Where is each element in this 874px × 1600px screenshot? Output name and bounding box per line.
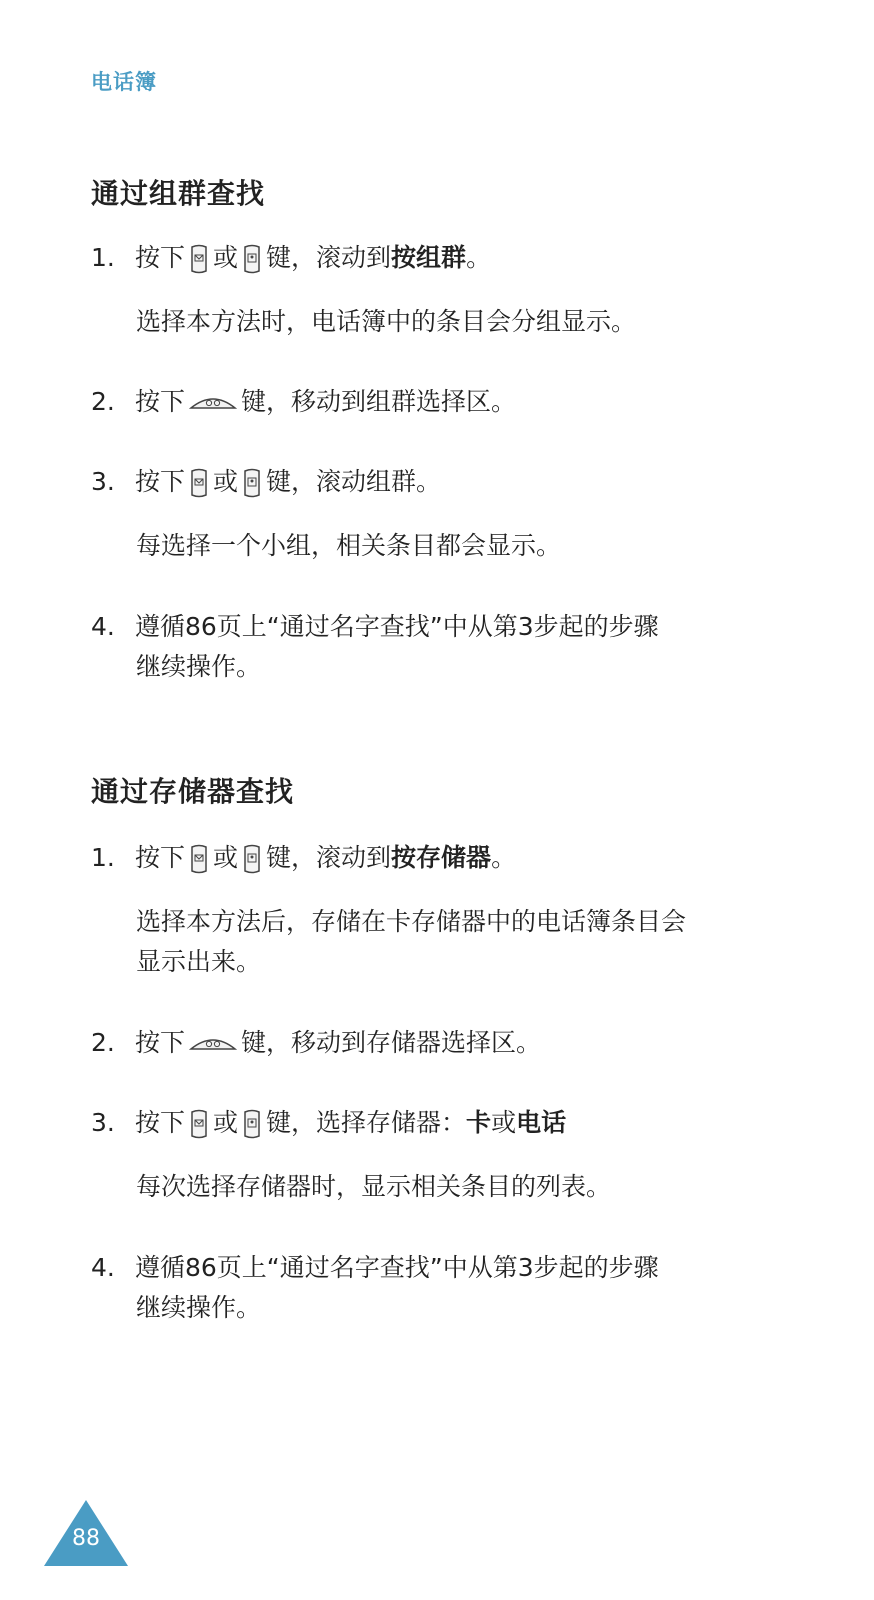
step-text: 键，选择存储器： (266, 1108, 467, 1137)
step-text: 按下 (135, 843, 186, 872)
step-bold-text: 按存储器 (391, 843, 492, 872)
group-step-3-note: 每选择一个小组，相关条目都会显示。 (136, 531, 562, 560)
section-title-group: 通过组群查找 (91, 177, 266, 210)
section-header: 电话簿 (91, 70, 157, 94)
step-text: 或 (491, 1108, 517, 1137)
step-text: 或 (213, 843, 239, 872)
step-number: 2. (91, 1028, 115, 1057)
step-number: 3. (91, 1108, 115, 1137)
step-text: 遵循86页上“通过名字查找”中从第3步起的步骤 (135, 612, 659, 641)
navigation-key-icon (189, 1033, 237, 1055)
group-step-2 (91, 382, 751, 422)
page-number: 88 (72, 1526, 100, 1551)
message-key-icon (189, 243, 209, 275)
memory-step-3-note: 每次选择存储器时，显示相关条目的列表。 (136, 1172, 612, 1201)
memory-step-1-note: 选择本方法后，存储在卡存储器中的电话簿条目会 (136, 907, 687, 936)
step-text: 。 (466, 243, 492, 272)
memory-step-3 (91, 1103, 751, 1143)
step-text: 按下 (135, 467, 186, 496)
group-step-4-continued: 继续操作。 (136, 652, 262, 681)
step-number: 3. (91, 467, 115, 496)
memory-step-4 (91, 1248, 751, 1288)
step-text: 键，移动到组群选择区。 (241, 387, 517, 416)
memory-step-4-continued: 继续操作。 (136, 1293, 262, 1322)
step-text: 键，移动到存储器选择区。 (241, 1028, 542, 1057)
phonebook-key-icon (242, 843, 262, 875)
message-key-icon (189, 1108, 209, 1140)
step-text: 遵循86页上“通过名字查找”中从第3步起的步骤 (135, 1253, 659, 1282)
phonebook-key-icon (242, 467, 262, 499)
step-number: 1. (91, 243, 115, 272)
step-text: 按下 (135, 1108, 186, 1137)
phonebook-key-icon (242, 1108, 262, 1140)
step-text: 按下 (135, 243, 186, 272)
step-text: 键，滚动到 (266, 843, 392, 872)
memory-step-2 (91, 1023, 751, 1063)
step-number: 4. (91, 1253, 115, 1282)
memory-step-1 (91, 838, 751, 878)
navigation-key-icon (189, 392, 237, 414)
step-number: 2. (91, 387, 115, 416)
step-number: 1. (91, 843, 115, 872)
step-text: 键，滚动组群。 (266, 467, 442, 496)
step-text: 按下 (135, 1028, 186, 1057)
step-text: 按下 (135, 387, 186, 416)
group-step-4 (91, 607, 751, 647)
step-bold-text: 卡 (466, 1108, 492, 1137)
step-text: 或 (213, 243, 239, 272)
step-text: 或 (213, 467, 239, 496)
message-key-icon (189, 467, 209, 499)
step-bold-text: 按组群 (391, 243, 467, 272)
group-step-3 (91, 462, 751, 502)
memory-step-1-note-continued: 显示出来。 (136, 947, 262, 976)
message-key-icon (189, 843, 209, 875)
step-text: 或 (213, 1108, 239, 1137)
step-text: 键，滚动到 (266, 243, 392, 272)
section-title-memory: 通过存储器查找 (91, 775, 295, 808)
group-step-1 (91, 238, 751, 278)
group-step-1-note: 选择本方法时，电话簿中的条目会分组显示。 (136, 307, 637, 336)
step-bold-text: 电话 (516, 1108, 567, 1137)
step-text: 。 (491, 843, 517, 872)
step-number: 4. (91, 612, 115, 641)
phonebook-key-icon (242, 243, 262, 275)
